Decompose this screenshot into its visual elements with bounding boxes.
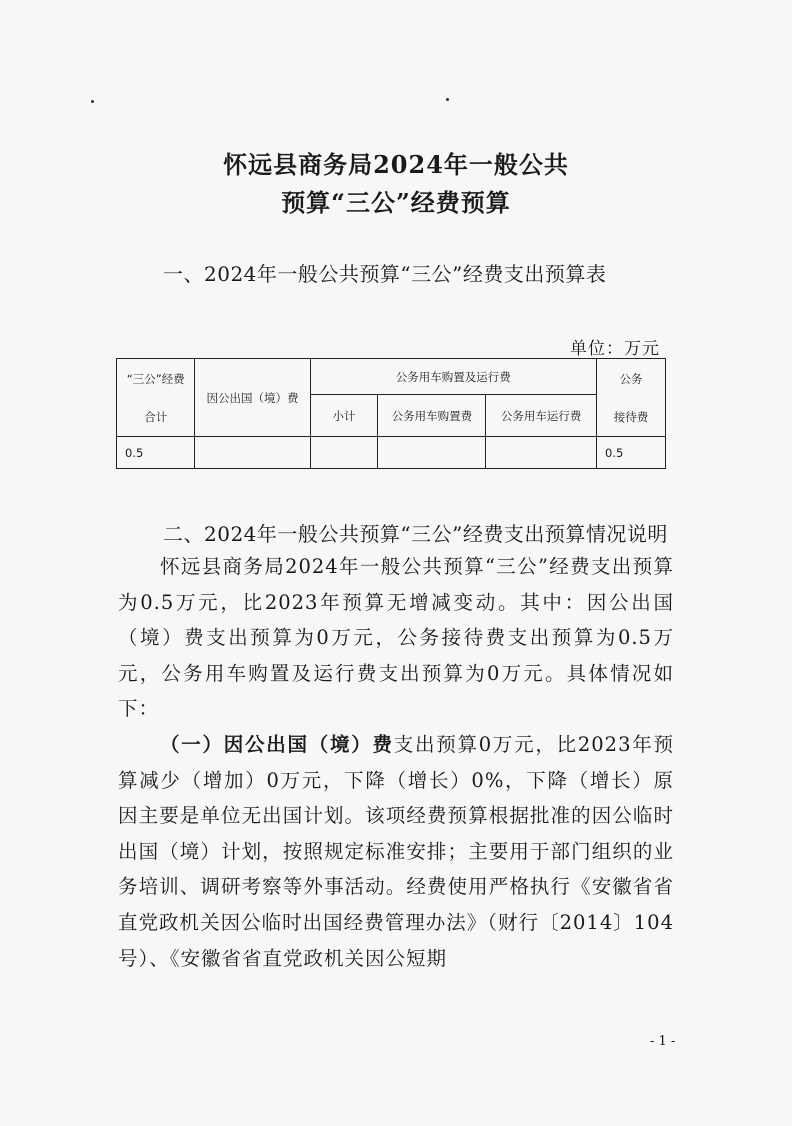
table-header-row (117, 359, 666, 395)
header-reception (597, 359, 666, 437)
header-operation: 公务用车运行费 (486, 395, 597, 437)
section2-body (118, 549, 674, 976)
header-total-line1: “三公”经费 (126, 371, 185, 386)
header-subtotal: 小计 (310, 395, 378, 437)
table-row (117, 437, 666, 469)
paragraph-abroad-heading: （一）因公出国（境）费 (160, 732, 394, 756)
section2-heading: 二、2024年一般公共预算“三公”经费支出预算情况说明 (163, 522, 668, 546)
document-title-line1: 怀远县商务局2024年一般公共 (223, 150, 569, 179)
header-abroad: 因公出国（境）费 (195, 359, 310, 437)
header-reception-line1: 公务 (619, 371, 643, 386)
section1-heading: 一、2024年一般公共预算“三公”经费支出预算表 (163, 262, 607, 286)
page-number: - 1 - (650, 1034, 676, 1049)
header-total (117, 359, 195, 437)
budget-table (116, 358, 666, 469)
cell-total: 0.5 (117, 437, 195, 469)
unit-label: 单位：万元 (570, 339, 660, 359)
header-reception-line2: 接待费 (613, 409, 649, 424)
cell-reception: 0.5 (597, 437, 666, 469)
cell-subtotal (310, 437, 378, 469)
scan-speck (446, 98, 449, 101)
cell-purchase (378, 437, 486, 469)
paragraph-summary: 怀远县商务局2024年一般公共预算“三公”经费支出预算为0.5万元，比2023年预算无增减变动。其中：因公出国（境）费支出预算为0万元，公务接待费支出预算为0.5万元，公务用车购置及运行费支出预算为0万元。具体情况如下： (118, 555, 674, 721)
document-title-line2: 预算“三公”经费预算 (281, 188, 511, 217)
cell-abroad (195, 437, 310, 469)
header-vehicle: 公务用车购置及运行费 (310, 359, 597, 395)
header-total-line2: 合计 (144, 409, 168, 424)
scan-speck (91, 100, 94, 103)
paragraph-abroad (118, 727, 674, 976)
header-purchase: 公务用车购置费 (378, 395, 486, 437)
paragraph-abroad-text: 支出预算0万元，比2023年预算减少（增加）0万元，下降（增长）0%，下降（增长）原因主要是单位无出国计划。该项经费预算根据批准的因公临时出国（境）计划，按照规定标准安排；主要用于部门组织的业务培训、调研考察等外事活动。经费使用严格执行《安徽省省直党政机关因公临时出国经费管理办法》（财行〔2014〕104号）、《安徽省省直党政机关因公短期 (118, 732, 674, 970)
cell-operation (486, 437, 597, 469)
